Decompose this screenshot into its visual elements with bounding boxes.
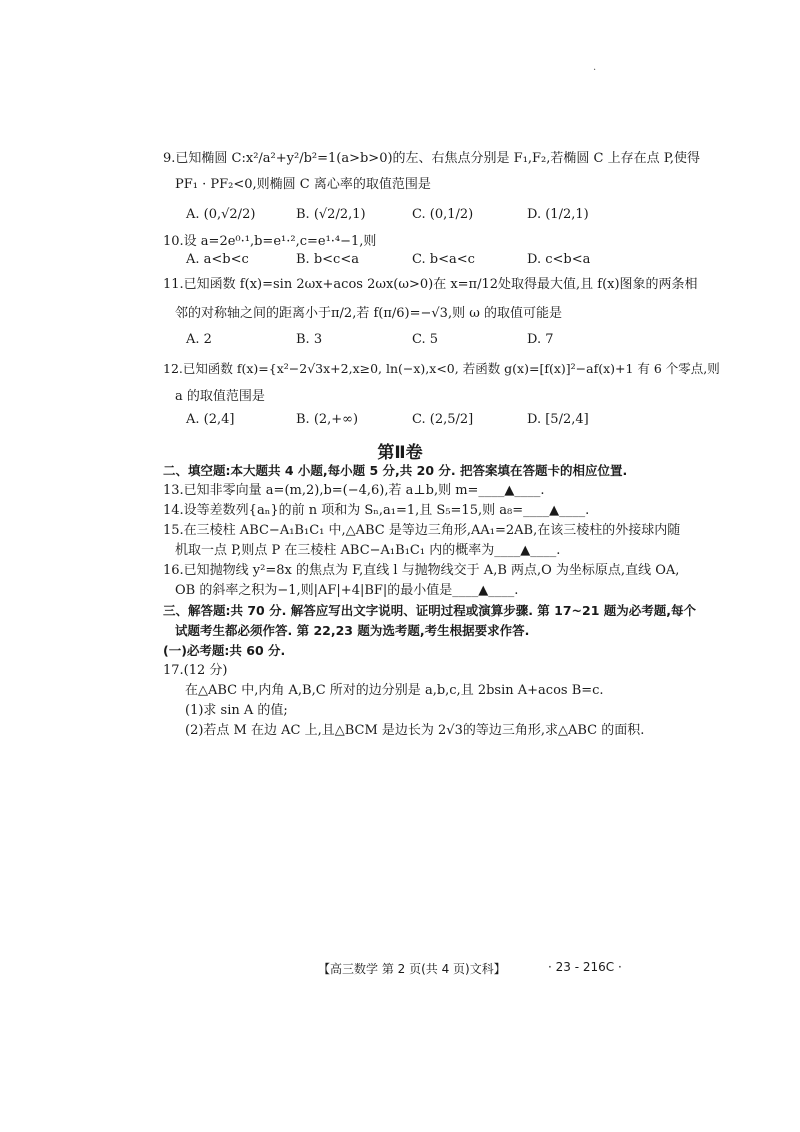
q16-line1: 16.已知抛物线 y²=8x 的焦点为 F,直线 l 与抛物线交于 A,B 两点,O 为坐标原点,直线 OA, [163, 563, 680, 578]
part2-heading: 二、填空题:本大题共 4 小题,每小题 5 分,共 20 分. 把答案填在答题卡的相应位置. [163, 463, 628, 478]
q12-line1: 12.已知函数 f(x)={x²−2√3x+2,x≥0, ln(−x),x<0, 若函数 g(x)=[f(x)]²−af(x)+1 有 6 个零点,则 [163, 361, 720, 376]
q17-stem: 在△ABC 中,内角 A,B,C 所对的边分别是 a,b,c,且 2bsin A+acos B=c. [185, 683, 604, 698]
q11-option-b: B. 3 [296, 332, 323, 347]
footer-right: · 23 - 216C · [548, 960, 622, 974]
q12-option-d: D. [5/2,4] [527, 412, 589, 427]
q11-line2: 邻的对称轴之间的距离小于π/2,若 f(π/6)=−√3,则 ω 的取值可能是 [175, 306, 562, 321]
q11-option-d: D. 7 [527, 332, 554, 347]
q11-line1: 11.已知函数 f(x)=sin 2ωx+acos 2ωx(ω>0)在 x=π/12处取得最大值,且 f(x)图象的两条相 [163, 277, 698, 292]
part3-heading-line2: 试题考生都必须作答. 第 22,23 题为选考题,考生根据要求作答. [175, 623, 530, 638]
q10-option-d: D. c<b<a [527, 252, 591, 267]
q9-option-a: A. (0,√2/2) [186, 207, 256, 222]
q10-option-a: A. a<b<c [186, 252, 249, 267]
part3-subheading: (一)必考题:共 60 分. [163, 643, 286, 658]
q12-option-b: B. (2,+∞) [296, 412, 359, 427]
q12-option-a: A. (2,4] [186, 412, 235, 427]
q12-option-c: C. (2,5/2] [412, 412, 474, 427]
q12-line2: a 的取值范围是 [175, 389, 265, 404]
q11-option-a: A. 2 [186, 332, 212, 347]
q9-line2: PF₁ · PF₂<0,则椭圆 C 离心率的取值范围是 [175, 177, 431, 192]
q16-line2: OB 的斜率之积为−1,则|AF|+4|BF|的最小值是____▲____. [175, 583, 519, 598]
corner-mark: . [593, 62, 597, 73]
q9-option-b: B. (√2/2,1) [296, 207, 366, 222]
q14-line: 14.设等差数列{aₙ}的前 n 项和为 Sₙ,a₁=1,且 S₅=15,则 a₈=____▲____. [163, 503, 590, 518]
q17-part1: (1)求 sin A 的值; [185, 703, 288, 718]
q10-option-b: B. b<c<a [296, 252, 359, 267]
q11-option-c: C. 5 [412, 332, 439, 347]
q15-line2: 机取一点 P,则点 P 在三棱柱 ABC−A₁B₁C₁ 内的概率为____▲____. [175, 543, 561, 558]
part3-heading-line1: 三、解答题:共 70 分. 解答应写出文字说明、证明过程或演算步骤. 第 17~21 题为必考题,每个 [163, 603, 697, 618]
footer-left: 【高三数学 第 2 页(共 4 页)文科】 [318, 962, 506, 976]
q9-line1: 9.已知椭圆 C:x²/a²+y²/b²=1(a>b>0)的左、右焦点分别是 F₁,F₂,若椭圆 C 上存在点 P,使得 [163, 151, 700, 166]
q17-part2: (2)若点 M 在边 AC 上,且△BCM 是边长为 2√3的等边三角形,求△ABC 的面积. [185, 723, 645, 738]
section-title: 第Ⅱ卷 [377, 443, 423, 463]
q9-option-c: C. (0,1/2) [412, 207, 474, 222]
q15-line1: 15.在三棱柱 ABC−A₁B₁C₁ 中,△ABC 是等边三角形,AA₁=2AB,在该三棱柱的外接球内随 [163, 523, 681, 538]
q10-line1: 10.设 a=2e⁰·¹,b=e¹·²,c=e¹·⁴−1,则 [163, 234, 377, 249]
q9-option-d: D. (1/2,1) [527, 207, 589, 222]
q13-line: 13.已知非零向量 a=(m,2),b=(−4,6),若 a⊥b,则 m=____▲____. [163, 483, 545, 498]
q17-number: 17.(12 分) [163, 663, 228, 678]
q10-option-c: C. b<a<c [412, 252, 475, 267]
